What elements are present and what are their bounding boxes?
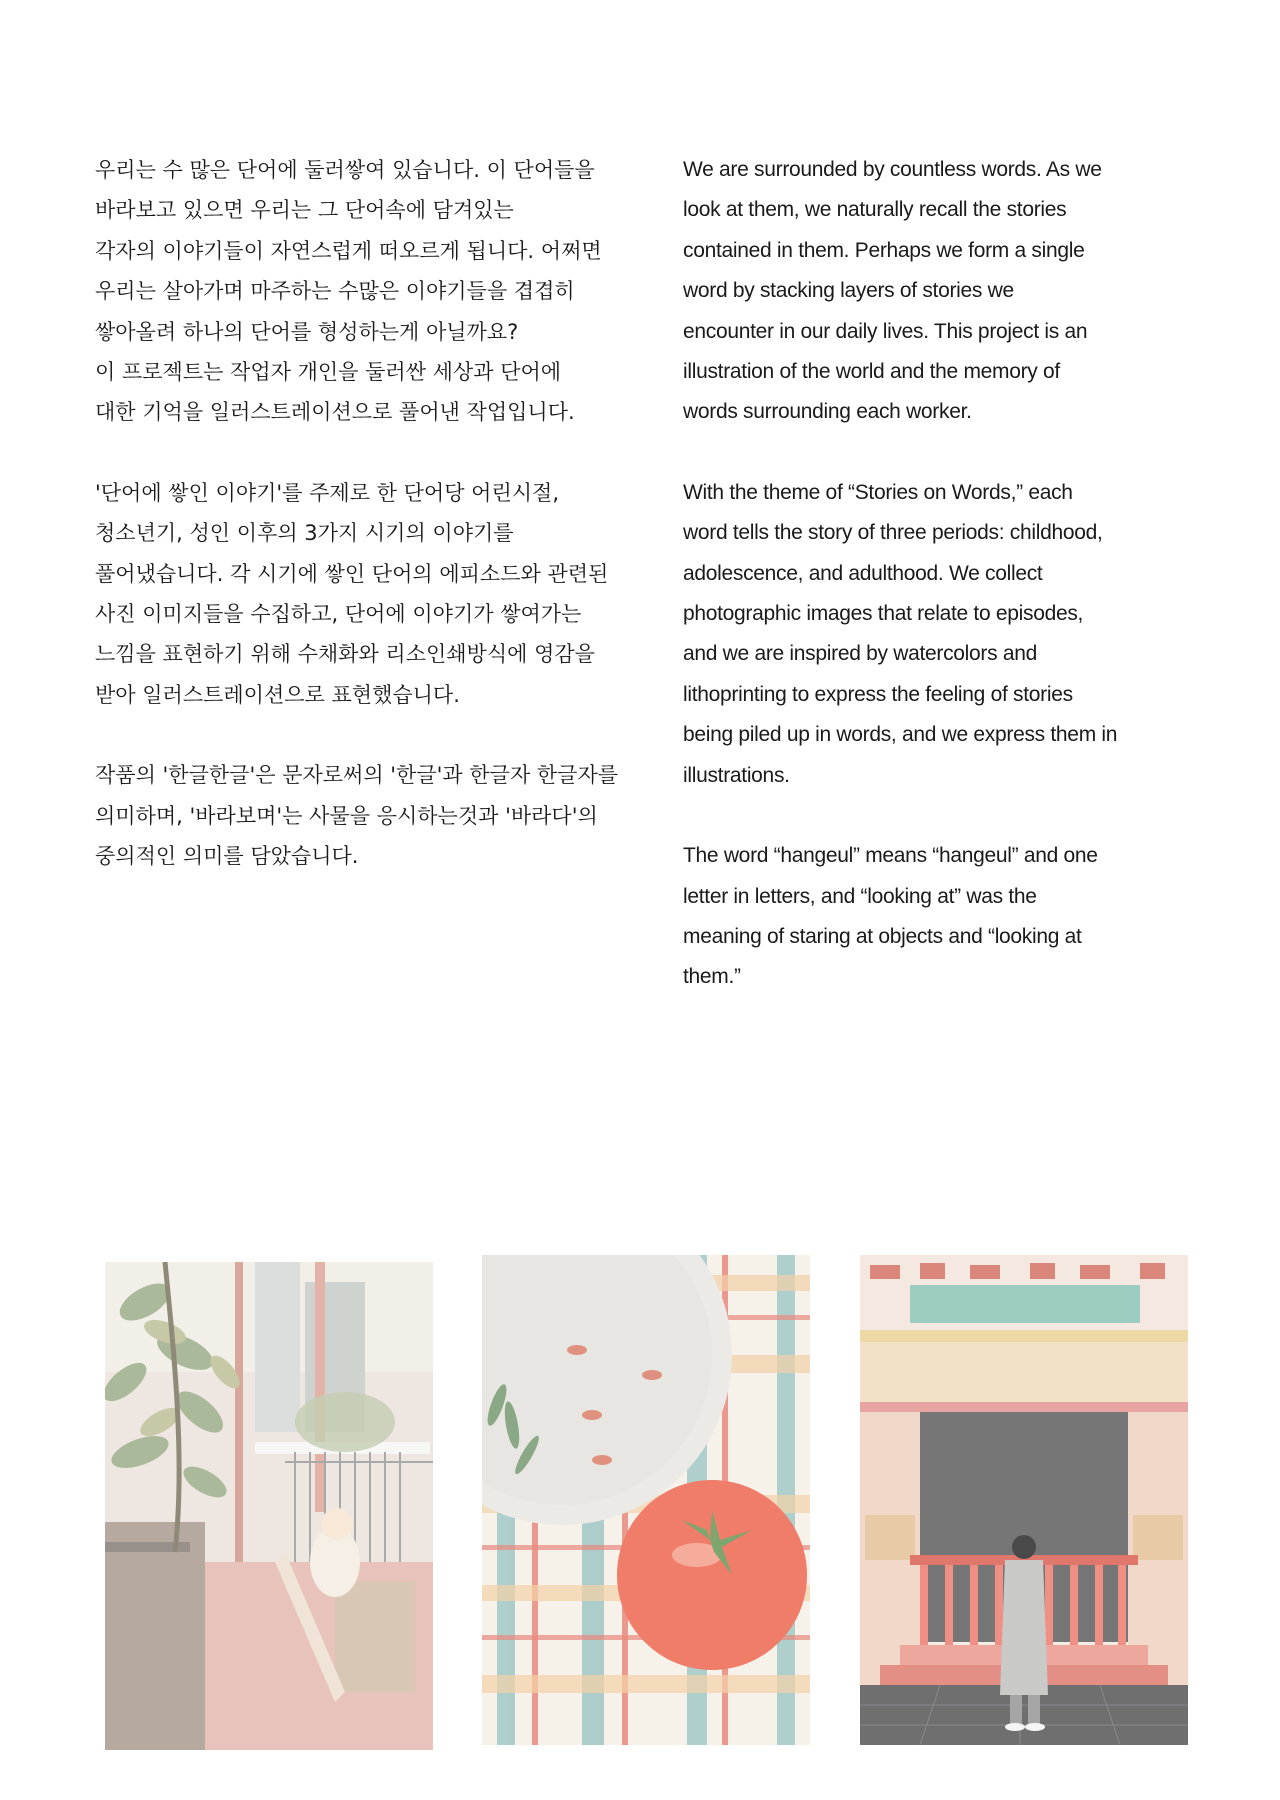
korean-paragraph-1 xyxy=(95,150,655,433)
english-text-line: word by stacking layers of stories we xyxy=(683,279,1014,303)
english-text-line: letter in letters, and “looking at” was the xyxy=(683,884,1037,908)
korean-paragraph-3 xyxy=(95,755,655,876)
korean-text-column xyxy=(95,150,655,917)
english-text-line: words surrounding each worker. xyxy=(683,400,972,424)
english-text-line: encounter in our daily lives. This project is an xyxy=(683,319,1088,343)
goldfish-bowl-tomato-illustration xyxy=(482,1255,810,1745)
english-text-line: being piled up in words, and we express them in xyxy=(683,723,1118,747)
korean-text-line: 바라보고 있으면 우리는 그 단어속에 담겨있는 xyxy=(95,198,514,223)
english-paragraph-2 xyxy=(683,473,1193,796)
english-text-line: look at them, we naturally recall the stories xyxy=(683,198,1067,222)
english-paragraph-3 xyxy=(683,836,1193,998)
english-text-line: lithoprinting to express the feeling of stories xyxy=(683,682,1073,706)
english-text-line: adolescence, and adulthood. We collect xyxy=(683,561,1043,585)
korean-paragraph-2 xyxy=(95,473,655,715)
english-text-line: and we are inspired by watercolors and xyxy=(683,642,1037,666)
english-text-line: We are surrounded by countless words. As we xyxy=(683,158,1102,181)
english-text-line: them.” xyxy=(683,965,741,989)
korean-text-line: 우리는 수 많은 단어에 둘러쌓여 있습니다. 이 단어들을 xyxy=(95,158,595,182)
korean-text-line: 청소년기, 성인 이후의 3가지 시기의 이야기를 xyxy=(95,521,514,546)
korean-text-line: 의미하며, '바라보며'는 사물을 응시하는것과 '바라다'의 xyxy=(95,803,598,828)
english-text-line: illustration of the world and the memory of xyxy=(683,360,1060,384)
english-text-line: illustrations. xyxy=(683,763,790,787)
english-text-line: word tells the story of three periods: childhood, xyxy=(683,521,1103,545)
korean-text-line: 우리는 살아가며 마주하는 수많은 이야기들을 겹겹히 xyxy=(95,279,575,304)
korean-text-line: 느낌을 표현하기 위해 수채화와 리소인쇄방식에 영감을 xyxy=(95,642,595,667)
korean-text-line: 각자의 이야기들이 자연스럽게 떠오르게 됩니다. 어쩌면 xyxy=(95,238,602,263)
korean-text-line: 받아 일러스트레이션으로 표현했습니다. xyxy=(95,682,460,707)
korean-text-line: 중의적인 의미를 담았습니다. xyxy=(95,844,359,869)
english-text-line: meaning of staring at objects and “looking at xyxy=(683,924,1082,948)
english-text-line: With the theme of “Stories on Words,” each xyxy=(683,480,1073,504)
korean-text-line: 대한 기억을 일러스트레이션으로 풀어낸 작업입니다. xyxy=(95,400,575,425)
korean-text-line: 쌓아올려 하나의 단어를 형성하는게 아닐까요? xyxy=(95,319,519,344)
korean-text-line: 풀어냈습니다. 각 시기에 쌓인 단어의 에피소드와 관련된 xyxy=(95,561,609,586)
english-text-line: photographic images that relate to episodes, xyxy=(683,602,1084,626)
korean-text-line: 사진 이미지들을 수집하고, 단어에 이야기가 쌓여가는 xyxy=(95,602,582,627)
english-text-column xyxy=(683,150,1193,1038)
english-paragraph-1 xyxy=(683,150,1193,433)
korean-text-line: 이 프로젝트는 작업자 개인을 둘러싼 세상과 단어에 xyxy=(95,360,562,385)
korean-text-line: 작품의 '한글한글'은 문자로써의 '한글'과 한글자 한글자를 xyxy=(95,763,619,788)
english-text-line: contained in them. Perhaps we form a single xyxy=(683,238,1085,262)
korean-text-line: '단어에 쌓인 이야기'를 주제로 한 단어당 어린시절, xyxy=(95,480,559,505)
palace-gate-figure-illustration xyxy=(860,1255,1188,1745)
balcony-plant-illustration xyxy=(105,1262,433,1750)
english-text-line: The word “hangeul” means “hangeul” and one xyxy=(683,844,1098,868)
